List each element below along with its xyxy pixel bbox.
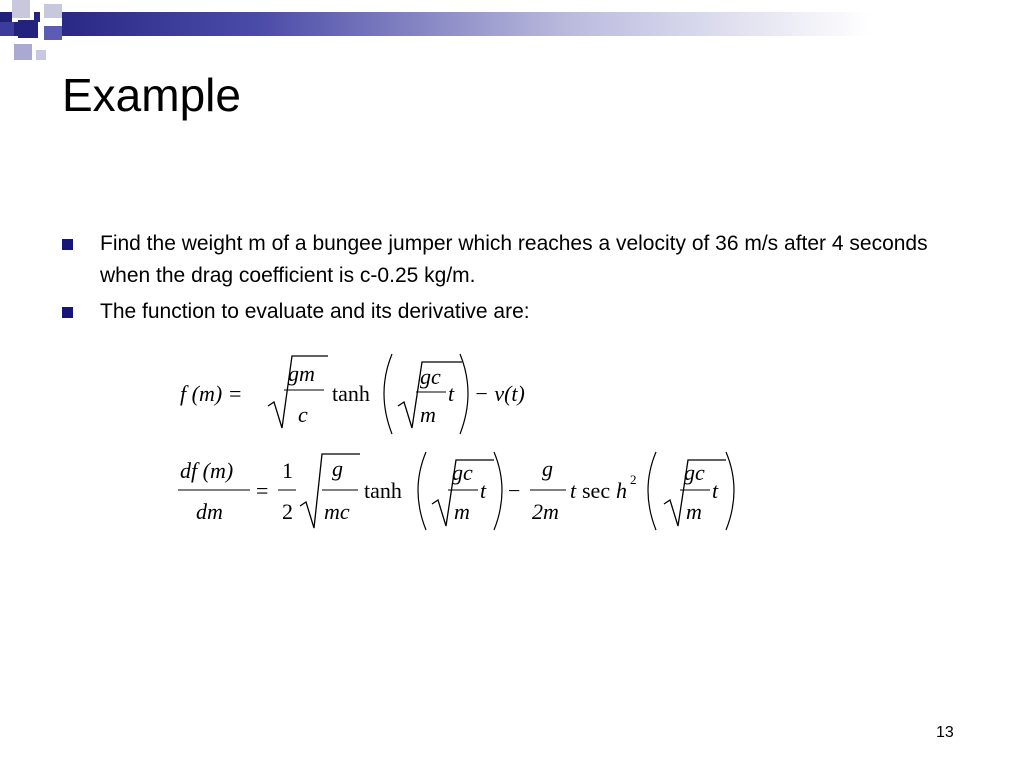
eq1-sqrt2-den: m [420, 402, 436, 427]
eq2-tanh: tanh [364, 478, 402, 503]
bullet-list [62, 228, 962, 332]
decor-square [18, 20, 38, 38]
eq2-equals: = [256, 478, 269, 503]
eq1-t: t [448, 381, 455, 406]
eq2-sqrt2-num: gc [452, 460, 473, 485]
bullet-text: The function to evaluate and its derivative are: [100, 300, 530, 323]
decor-square [12, 0, 30, 18]
eq2-sqrt3-den: m [686, 499, 702, 524]
eq2-superscript: 2 [630, 472, 637, 487]
bullet-text: Find the weight m of a bungee jumper which reaches a velocity of 36 m/s after 4 seconds when the drag coefficient is c-0.25 kg/m. [100, 232, 928, 287]
slide-title: Example [62, 69, 241, 121]
eq2-sqrt2-den: m [454, 499, 470, 524]
eq2-frac-den: 2m [532, 499, 559, 524]
eq2-sqrt1-den: mc [324, 499, 350, 524]
eq2-frac-num: g [542, 456, 553, 481]
eq1-sqrt1-num: gm [288, 361, 315, 386]
left-paren [384, 354, 392, 434]
bullet-item [62, 228, 962, 292]
eq2-t: t [480, 478, 487, 503]
page-number: 13 [936, 724, 954, 741]
equation-1 [180, 354, 525, 434]
eq1-sqrt1-den: c [298, 402, 308, 427]
eq2-sqrt3-num: gc [684, 460, 705, 485]
header-gradient-bar [0, 12, 1024, 36]
right-paren [726, 452, 734, 530]
decor-square [14, 44, 32, 60]
left-paren [648, 452, 656, 530]
eq2-t2: t [570, 478, 577, 503]
decor-square [0, 22, 14, 36]
eq2-half-num: 1 [282, 458, 293, 483]
right-paren [460, 354, 468, 434]
decor-square [44, 4, 62, 18]
eq2-lhs-den: dm [196, 499, 223, 524]
decor-square [36, 50, 46, 60]
equations-block [170, 348, 770, 548]
square-bullet-icon [62, 307, 73, 318]
eq2-minus: − [508, 478, 521, 503]
decor-square [44, 26, 62, 40]
equation-2 [178, 452, 734, 530]
eq1-sqrt2-num: gc [420, 364, 441, 389]
left-paren [418, 452, 426, 530]
right-paren [494, 452, 502, 530]
eq2-t3: t [712, 478, 719, 503]
eq2-h: h [616, 478, 627, 503]
eq2-lhs-num: df (m) [180, 458, 234, 483]
equations-svg [170, 348, 770, 548]
eq2-sqrt1-num: g [332, 456, 343, 481]
eq2-half-den: 2 [282, 499, 293, 524]
eq1-tanh: tanh [332, 381, 370, 406]
eq1-tail: − v(t) [474, 381, 525, 406]
eq1-lhs: f (m) = [180, 381, 243, 406]
eq2-sec: sec [582, 478, 611, 503]
square-bullet-icon [62, 239, 73, 250]
bullet-item [62, 296, 962, 328]
